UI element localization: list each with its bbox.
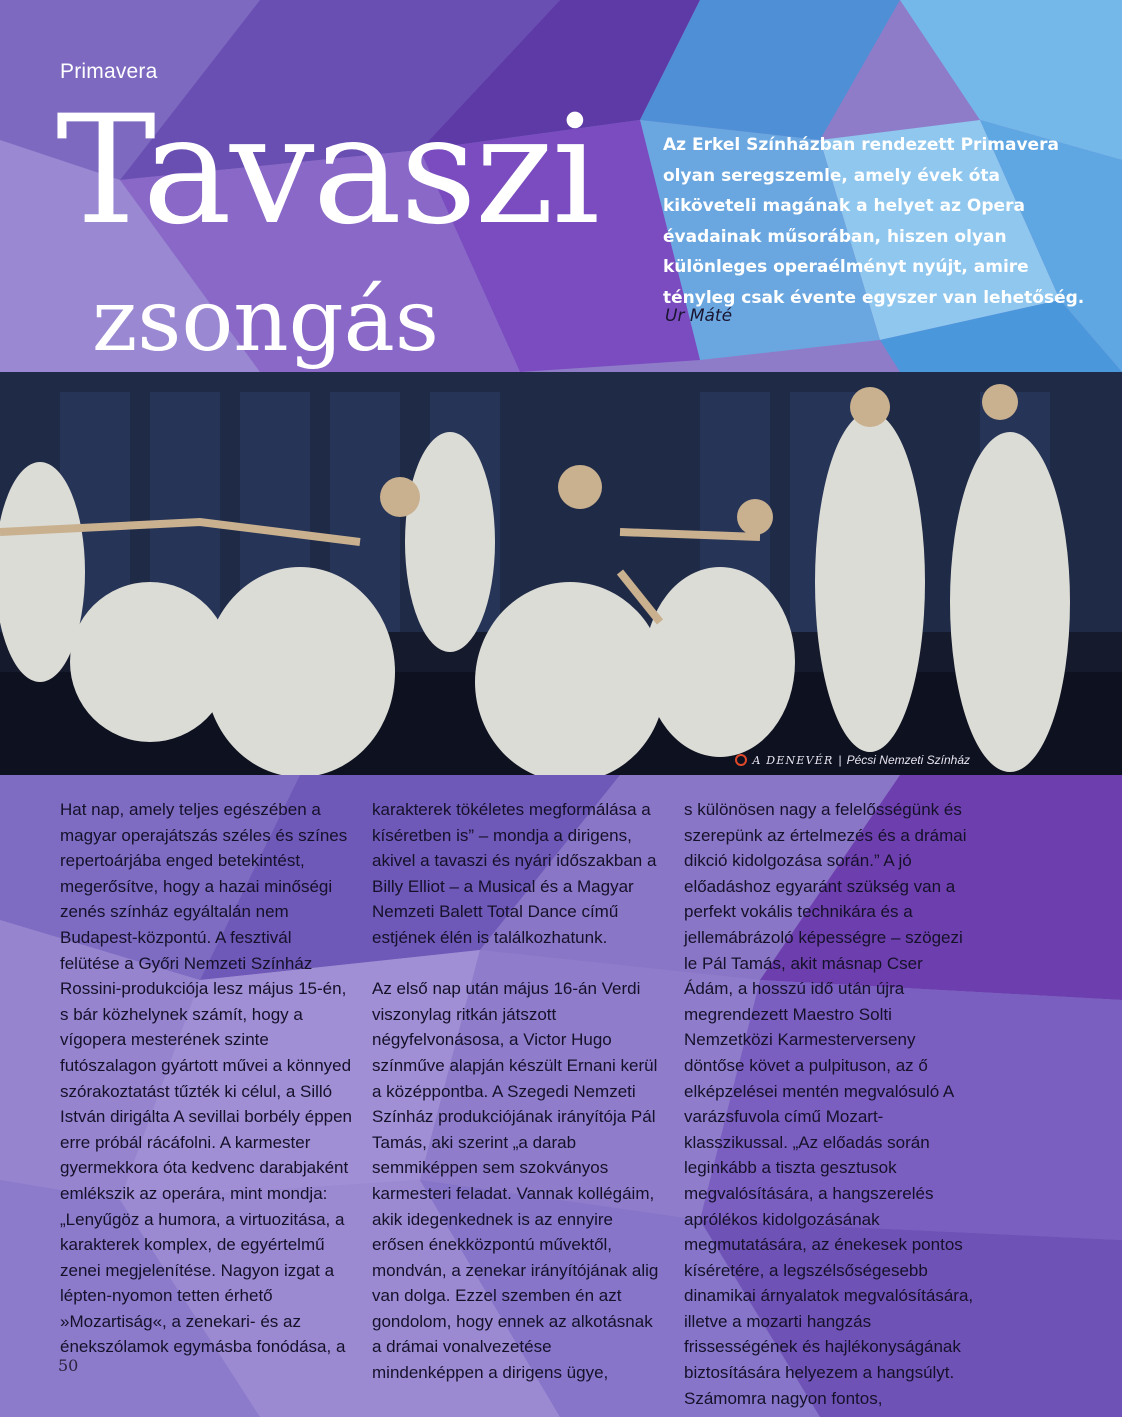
page-number: 50 — [58, 1356, 79, 1375]
article-column-2 — [372, 797, 664, 1386]
paragraph: Az első nap után május 16-án Verdi viszonylag ritkán játszott négyfelvonásosa, a Victor Hugo színműve alapján készült Ernani kerül a középpontba. A Szegedi Nemzeti Színház produkciójának irányítója Pál Tamás, aki szerint „a darab semmiképpen sem szokványos karmesteri feladat. Vannak kollégáim, akik idegenkednek is az ennyire erősen énekközpontú művektől, mondván, a zenekar irányítójának alig van dolga. Ezzel szemben én azt gondolom, hogy ennek az alkotásnak a drámai vonalvezetése mindenképpen a dirigens ügye, — [372, 979, 659, 1383]
caption-venue: Pécsi Nemzeti Színház — [846, 753, 970, 767]
caption-title: A DENEVÉR — [752, 753, 834, 767]
paragraph: s különösen nagy a felelősségünk és szerepünk az értelmezés és a drámai dikció kidolgozása során.” A jó előadáshoz egyaránt szükség van a perfekt vokális technikára és a jellemábrázoló képességre – szögezi le Pál Tamás, akit másnap Cser Ádám, a hosszú idő után újra megrendezett Maestro Solti Nemzetközi Karmesterverseny döntőse követ a pulpituson, az ő elképzelései mentén megvalósuló A varázsfuvola című Mozart-klasszikussal. „Az előadás során leginkább a tiszta gesztusok megvalósítására, a hangszerelés aprólékos kidolgozásának megmutatására, az énekesek pontos kíséretére, a legszélsőségesebb dinamikai árnyalatok megvalósítására, illetve a mozarti hangzás frissességének és hajlékonyságának biztosítására helyezem a hangsúlyt. Számomra nagyon fontos, — [684, 800, 974, 1408]
paragraph: karakterek tökéletes megformálása a kíséretben is” – mondja a dirigens, akivel a tavaszi és nyári időszakban a Billy Elliot – a Musical és a Magyar Nemzeti Balett Total Dance című estjének élén is találkozhatunk. — [372, 800, 657, 947]
lead-paragraph: Az Erkel Színházban rendezett Primavera olyan seregszemle, amely évek óta kiköveteli magának a helyet az Opera évadainak műsorában, hiszen olyan különleges operaélményt nyújt, amire tényleg csak évente egyszer van lehetőség. — [663, 135, 1085, 308]
article-column-3 — [684, 797, 976, 1411]
paragraph: Hat nap, amely teljes egészében a magyar operajátszás széles és színes repertoárjába enged betekintést, megerősítve, hogy a hazai minőségi zenés színház egyáltalán nem Budapest-központú. A fesztivál felütése a Győri Nemzeti Színház Rossini-produkciója lesz május 15-én, s bár közhelynek számít, hogy a vígopera mesterének szinte futószalagon gyártott művei a könnyed szórakoztatást tűzték ki célul, a Silló István dirigálta A sevillai borbély éppen erre próbál rácáfolni. A karmester gyermekkora óta kedvenc darabjaként emlékszik az operára, mint mondja: „Lenyűgöz a humora, a virtuozitása, a karakterek komplex, de egyértelmű zenei megjelenítése. Nagyon izgat a lépten-nyomon tetten érhető »Mozartiság«, a zenekari- és az énekszólamok egymásba fonódása, a — [60, 800, 353, 1357]
author-byline: Ur Máté — [665, 306, 733, 326]
stage-photo-illustration — [0, 372, 1122, 775]
headline-line-1: Tavaszi — [56, 84, 598, 258]
stage-photo — [0, 372, 1122, 775]
caption-separator: | — [838, 753, 842, 767]
article-column-1 — [60, 797, 352, 1360]
section-label: Primavera — [60, 60, 158, 83]
photo-caption — [735, 753, 970, 767]
caption-bullet-icon — [735, 754, 747, 766]
headline-line-2: zsongás — [92, 271, 440, 371]
